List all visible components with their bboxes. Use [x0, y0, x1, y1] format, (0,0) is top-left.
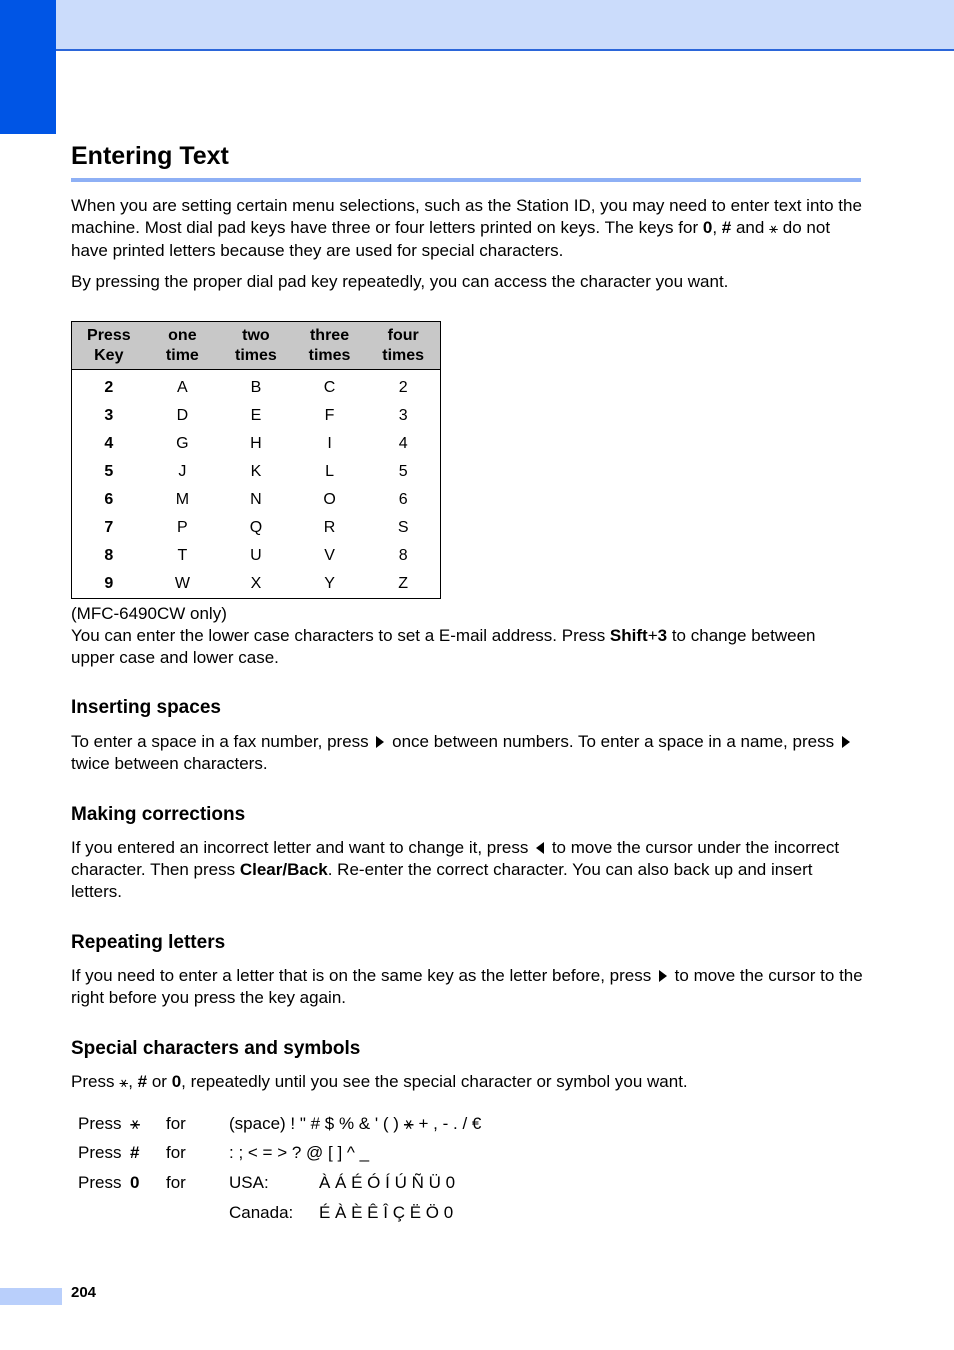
character-cell: S [397, 519, 409, 536]
press-label: Press [78, 1114, 122, 1133]
inserting-text-2: once between numbers. To enter a space in a name, press [387, 732, 839, 751]
key-cell: 8 [104, 547, 114, 564]
character-set: À Á É Ó Í Ú Ñ Ü 0 [319, 1173, 456, 1192]
table-header-cell [293, 322, 367, 370]
character-cell: I [327, 435, 332, 452]
table-row [72, 402, 441, 430]
character-cell: H [250, 435, 262, 452]
key-label: ⚹ [130, 1114, 141, 1133]
character-cell: L [325, 463, 334, 480]
key-cell: 7 [104, 519, 114, 536]
character-cell: 6 [398, 491, 408, 508]
key-cell: 4 [104, 435, 114, 452]
table-row [72, 514, 441, 542]
inserting-text-1: To enter a space in a fax number, press [71, 732, 374, 751]
character-cell: 2 [398, 379, 408, 396]
header-line: three [309, 326, 350, 344]
key-cell: 9 [104, 575, 114, 592]
table-row [72, 370, 441, 403]
right-arrow-icon [842, 736, 850, 748]
inserting-spaces-paragraph [71, 731, 863, 775]
repeating-letters-paragraph [71, 965, 863, 1009]
character-cell: U [250, 547, 262, 564]
corrections-text-1: If you entered an incorrect letter and want to change it, press [71, 838, 534, 857]
character-cell: G [176, 435, 189, 452]
key-character-table [71, 321, 441, 599]
character-set: É À È Ê Î Ç Ë Ö 0 [319, 1203, 454, 1222]
character-cell: Y [324, 575, 335, 592]
character-cell: O [323, 491, 336, 508]
character-cell: D [176, 407, 189, 424]
corrections-text-2: to move the cursor under the incorrect character. Then press [71, 838, 840, 879]
special-text-1: Press [71, 1072, 120, 1091]
heading-making-corrections: Making corrections [71, 804, 246, 825]
key-cell: 3 [104, 407, 114, 424]
model-note-text-1: You can enter the lower case characters to set a E-mail address. Press [71, 626, 610, 645]
shift-key: Shift [609, 626, 648, 645]
character-cell: M [175, 491, 190, 508]
model-note-text-2: to change between upper case and lower case. [71, 626, 816, 667]
chapter-tab [0, 0, 56, 134]
character-cell: P [177, 519, 188, 536]
header-band [0, 0, 954, 51]
title-underline [71, 178, 861, 182]
character-cell: K [250, 463, 262, 480]
special-characters-paragraph [71, 1071, 863, 1094]
key-hash: # [721, 218, 732, 237]
header-line: Press [87, 326, 131, 344]
header-line: time [165, 346, 199, 364]
table-row [72, 430, 441, 458]
for-label: for [166, 1114, 186, 1133]
character-cell: Q [249, 519, 263, 536]
character-cell: 5 [398, 463, 408, 480]
character-cell: N [250, 491, 262, 508]
key-cell: 5 [104, 463, 114, 480]
page-number: 204 [71, 1284, 97, 1301]
right-arrow-icon [659, 970, 667, 982]
region-label: USA: [229, 1173, 269, 1192]
table-header-cell [72, 322, 146, 370]
character-set: (space) ! " # $ % & ' ( ) ⚹ + , - . / € [229, 1114, 482, 1133]
heading-repeating-letters: Repeating letters [71, 932, 226, 953]
making-corrections-paragraph [71, 837, 863, 903]
character-cell: E [250, 407, 262, 424]
key-label: # [130, 1143, 140, 1162]
left-arrow-icon [536, 842, 544, 854]
character-cell: X [250, 575, 262, 592]
intro-and: and [731, 218, 770, 237]
character-set: : ; < = > ? @ [ ] ^ _ [229, 1143, 370, 1162]
key-cell: 6 [104, 491, 114, 508]
key-0: 0 [702, 218, 713, 237]
table-row [72, 486, 441, 514]
intro-paragraph-2: By pressing the proper dial pad key repeatedly, you can access the character you want. [71, 272, 729, 291]
table-header-cell [146, 322, 220, 370]
character-cell: 4 [398, 435, 408, 452]
inserting-text-3: twice between characters. [71, 754, 268, 773]
intro-text-1: When you are setting certain menu selections, such as the Station ID, you may need to enter text into the machine. Most dial pad keys have three or four letters printed on keys. The keys for [71, 196, 862, 237]
character-cell: T [177, 547, 188, 564]
model-label: (MFC-6490CW only) [71, 604, 227, 623]
intro-paragraph [71, 195, 863, 262]
table-header-cell [366, 322, 440, 370]
character-cell: Z [398, 575, 409, 592]
header-line: Key [94, 346, 124, 364]
table-row [72, 542, 441, 570]
star-key-icon: ⚹ [119, 1074, 129, 1091]
table-row [72, 458, 441, 486]
header-line: times [382, 346, 425, 364]
header-line: two [242, 326, 270, 344]
model-note [71, 603, 863, 669]
page-title: Entering Text [71, 142, 229, 170]
character-cell: 8 [398, 547, 408, 564]
for-label: for [166, 1143, 186, 1162]
character-cell: W [174, 575, 190, 592]
key-label: 0 [130, 1173, 140, 1192]
right-arrow-icon [376, 736, 384, 748]
special-text-2: , repeatedly until you see the special character or symbol you want. [181, 1072, 688, 1091]
character-cell: R [323, 519, 336, 536]
for-label: for [166, 1173, 186, 1192]
intro-text-2: do not have printed letters because they are used for special characters. [71, 218, 831, 260]
character-cell: B [250, 379, 262, 396]
corrections-text-3: . Re-enter the correct character. You can also back up and insert letters. [71, 860, 813, 901]
character-cell: 3 [398, 407, 408, 424]
key-0: 0 [171, 1072, 182, 1091]
plus-sign: + [647, 626, 658, 645]
heading-inserting-spaces: Inserting spaces [71, 697, 221, 718]
key-cell: 2 [104, 379, 114, 396]
region-label: Canada: [229, 1203, 294, 1222]
table-header-cell [219, 322, 293, 370]
character-cell: J [178, 463, 187, 480]
table-header-row [72, 322, 441, 370]
special-or: or [147, 1072, 172, 1091]
press-label: Press [78, 1173, 122, 1192]
press-label: Press [78, 1143, 122, 1162]
repeating-text-2: to move the cursor to the right before you press the key again. [71, 966, 863, 1007]
header-line: times [308, 346, 351, 364]
clear-back-key: Clear/Back [239, 860, 328, 879]
intro-comma: , [712, 218, 722, 237]
character-cell: F [324, 407, 335, 424]
heading-special-characters: Special characters and symbols [71, 1038, 361, 1059]
special-comma: , [128, 1072, 138, 1091]
header-line: four [387, 326, 419, 344]
footer-bar [0, 1288, 62, 1305]
header-line: one [168, 326, 197, 344]
repeating-text-1: If you need to enter a letter that is on the same key as the letter before, press [71, 966, 656, 985]
header-line: times [235, 346, 277, 364]
character-cell: C [323, 379, 336, 396]
character-cell: A [177, 379, 188, 396]
key-3: 3 [657, 626, 668, 645]
character-cell: V [324, 547, 335, 564]
star-key-icon: ⚹ [769, 220, 779, 237]
key-hash: # [137, 1072, 148, 1091]
table-row [72, 570, 441, 599]
